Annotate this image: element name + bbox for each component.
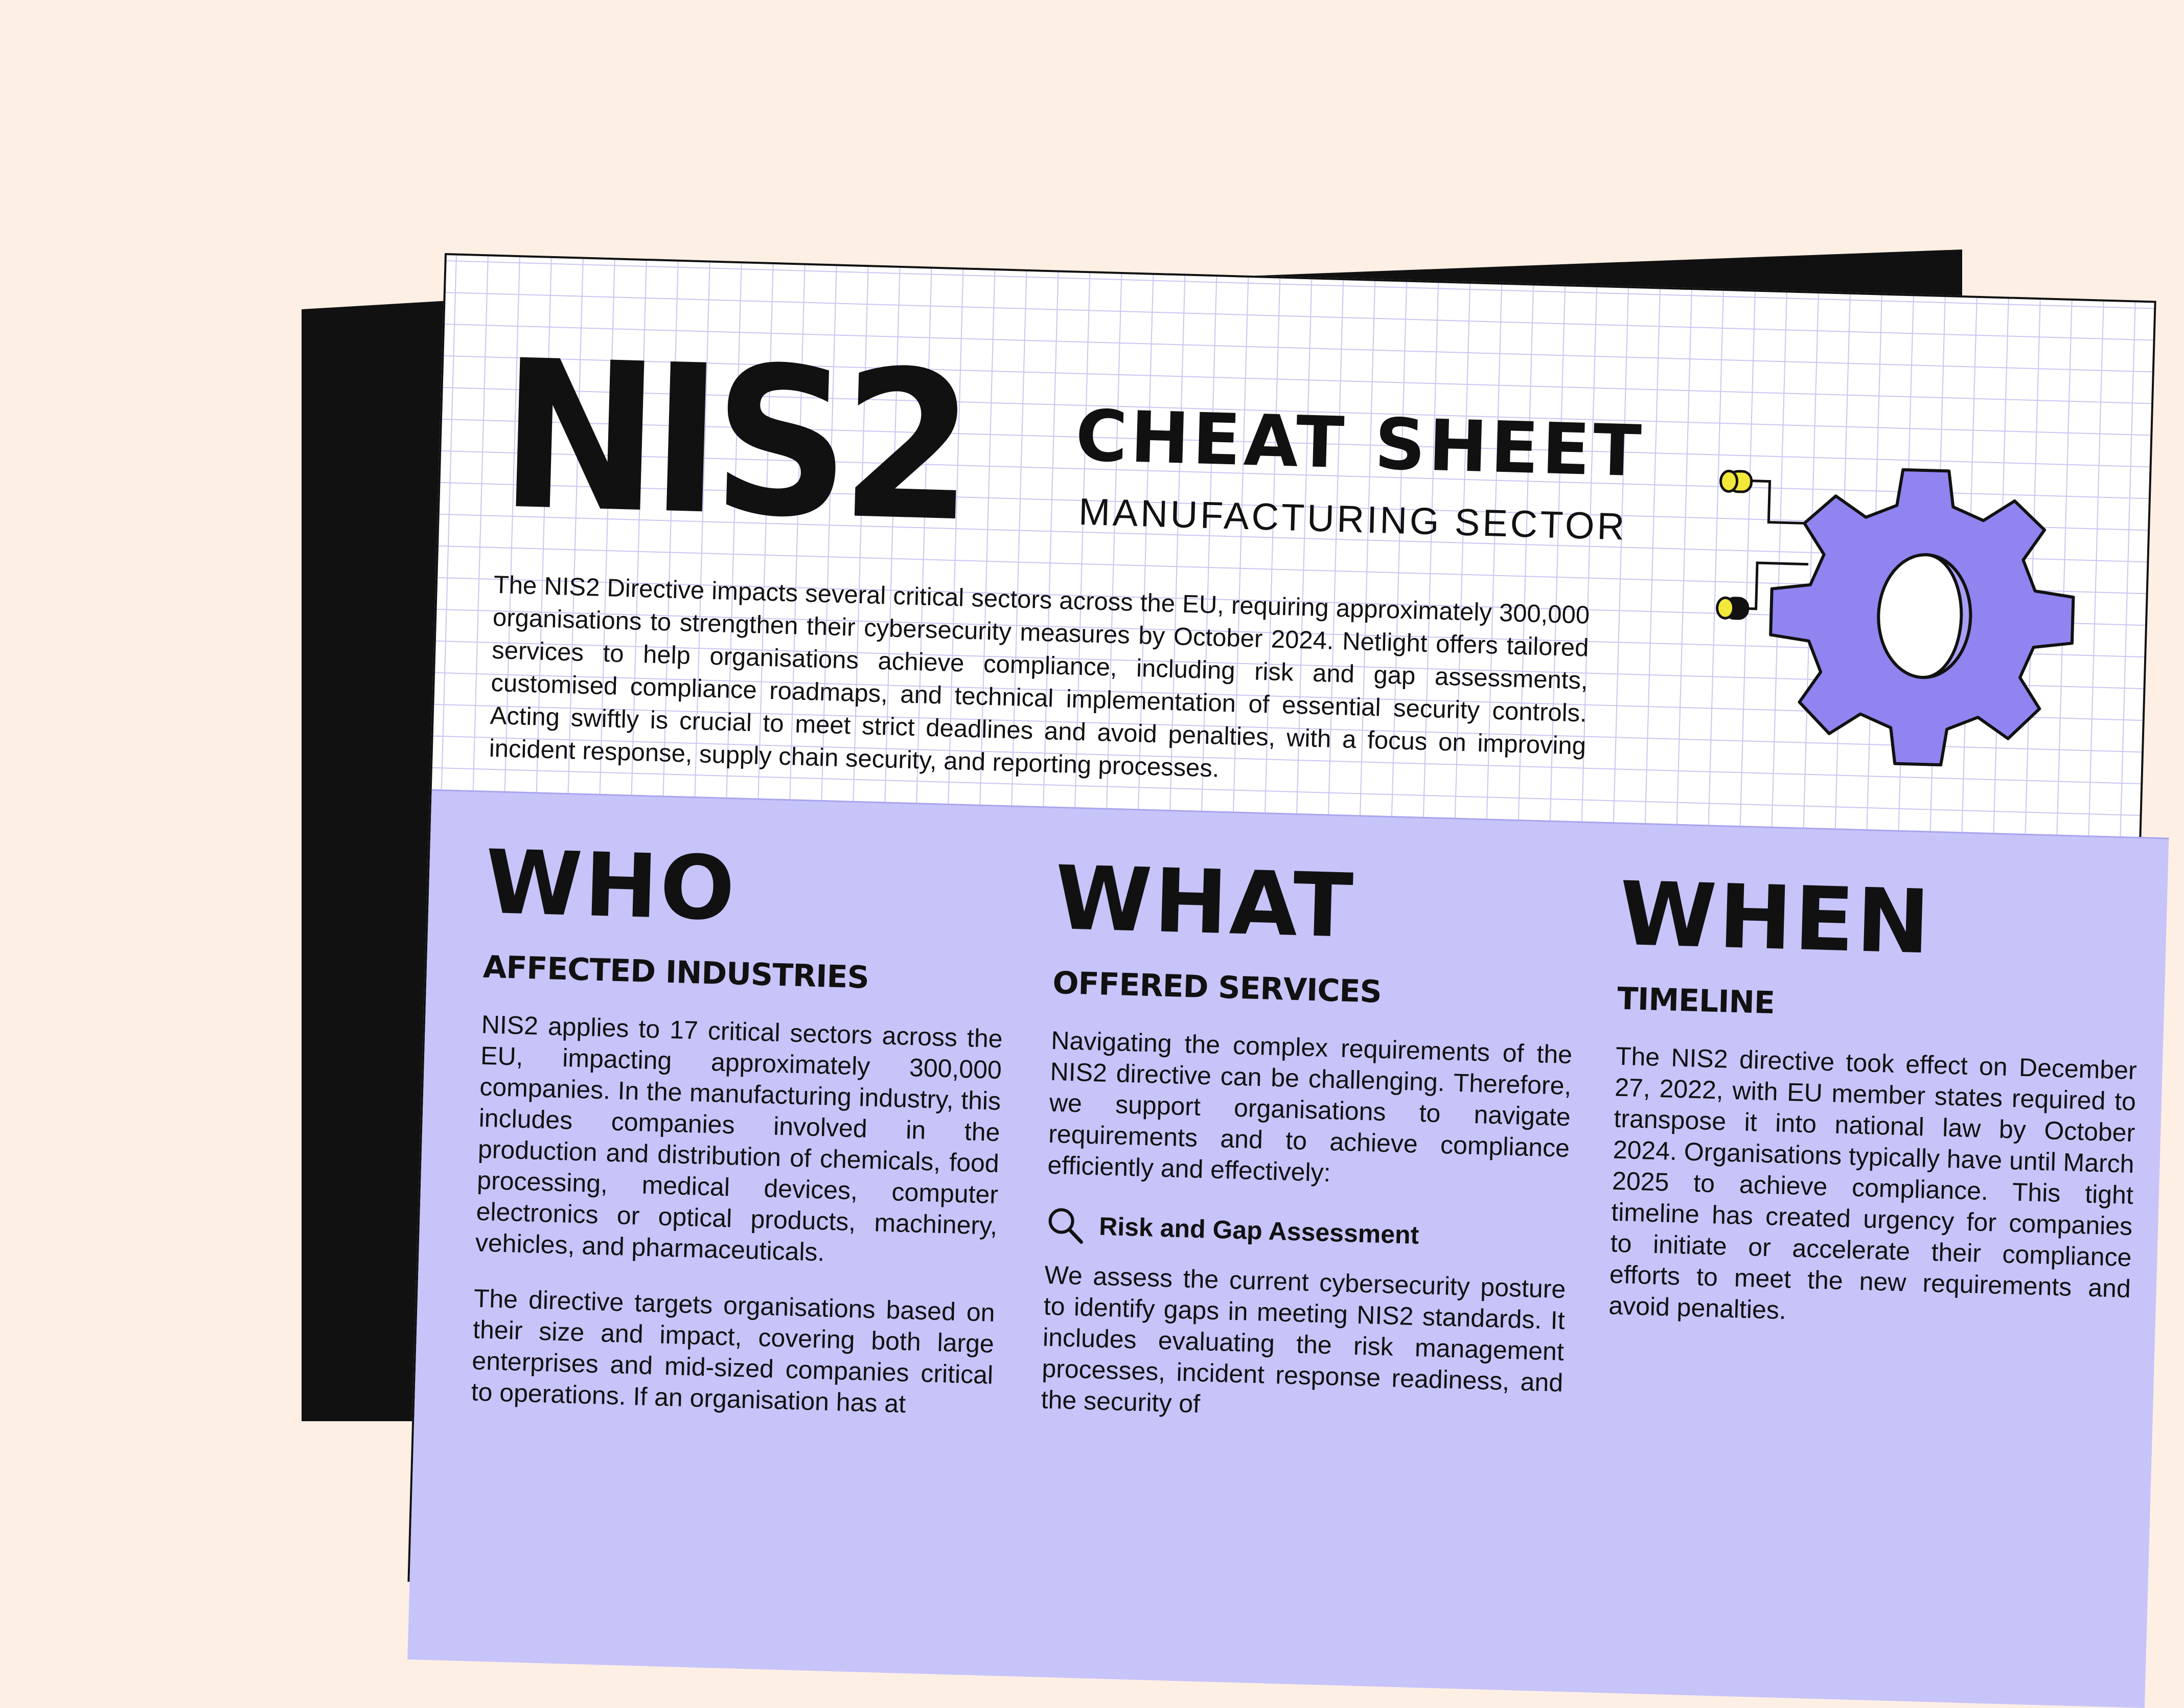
service-risk-gap: [1045, 1205, 1568, 1259]
who-heading: WHO: [484, 830, 739, 941]
sector-label: MANUFACTURING SECTOR: [1078, 490, 1628, 548]
who-paragraph-2: The directive targets organisations based on their size and impact, covering both large enterprises and mid-sized companies critical to operations. If an organisation has at: [471, 1284, 996, 1419]
service-paragraph: We assess the current cybersecurity posture to identify gaps in meeting NIS2 standards. It includes evaluating the risk management processes, incident response readiness, and the security of: [1041, 1260, 1567, 1419]
when-subheading: TIMELINE: [1617, 981, 1775, 1021]
who-column: [470, 830, 1008, 1447]
what-heading: WHAT: [1053, 846, 1357, 958]
what-column: [1040, 846, 1578, 1454]
gear-circuit-icon: [1700, 444, 2159, 788]
search-icon: [1045, 1205, 1085, 1245]
who-subheading: AFFECTED INDUSTRIES: [482, 949, 869, 996]
service-label: Risk and Gap Assessment: [1098, 1212, 1420, 1249]
page-title: NIS2: [497, 316, 969, 567]
when-column: [1607, 862, 2142, 1360]
who-paragraph-1: NIS2 applies to 17 critical sectors across the EU, impacting approximately 300,000 companies. In the manufacturing industry, this includes companies involved in the production and distribution of chemicals, food processing, medical devices, computer electronics or optical products, machinery, vehicles, and pharmaceuticals.: [475, 1010, 1003, 1267]
intro-paragraph: The NIS2 Directive impacts several critical sectors across the EU, requiring approximately 300,000 organisations to strengthen their cybersecurity measures by October 2024. Netlight offers tailored services to help organisations achieve compliance, including risk and gap assessments, customised compliance roadmaps, and technical implementation of essential security controls. Acting swiftly is crucial to meet strict deadlines and avoid penalties, with a focus on improving incident response, supply chain security, and reporting processes.: [489, 571, 1590, 783]
what-paragraph-1: Navigating the complex requirements of the NIS2 directive can be challenging. Therefore, we support organisations to navigate requirements and to achieve compliance efficiently and effectively:: [1047, 1026, 1573, 1188]
when-heading: WHEN: [1618, 862, 1934, 974]
what-subheading: OFFERED SERVICES: [1052, 965, 1382, 1010]
when-paragraph-1: The NIS2 directive took effect on December 27, 2022, with EU member states required to transpose it into national law by October 2024. Organisations typically have until March 2025 to achieve compliance. This tight timeline has created urgency for companies to initiate or accelerate their compliance efforts to meet the new requirements and avoid penalties.: [1608, 1041, 2137, 1325]
info-panel: [407, 789, 2169, 1708]
cheat-sheet-page: [407, 253, 2156, 1630]
page-subtitle: CHEAT SHEET: [1074, 394, 1646, 493]
